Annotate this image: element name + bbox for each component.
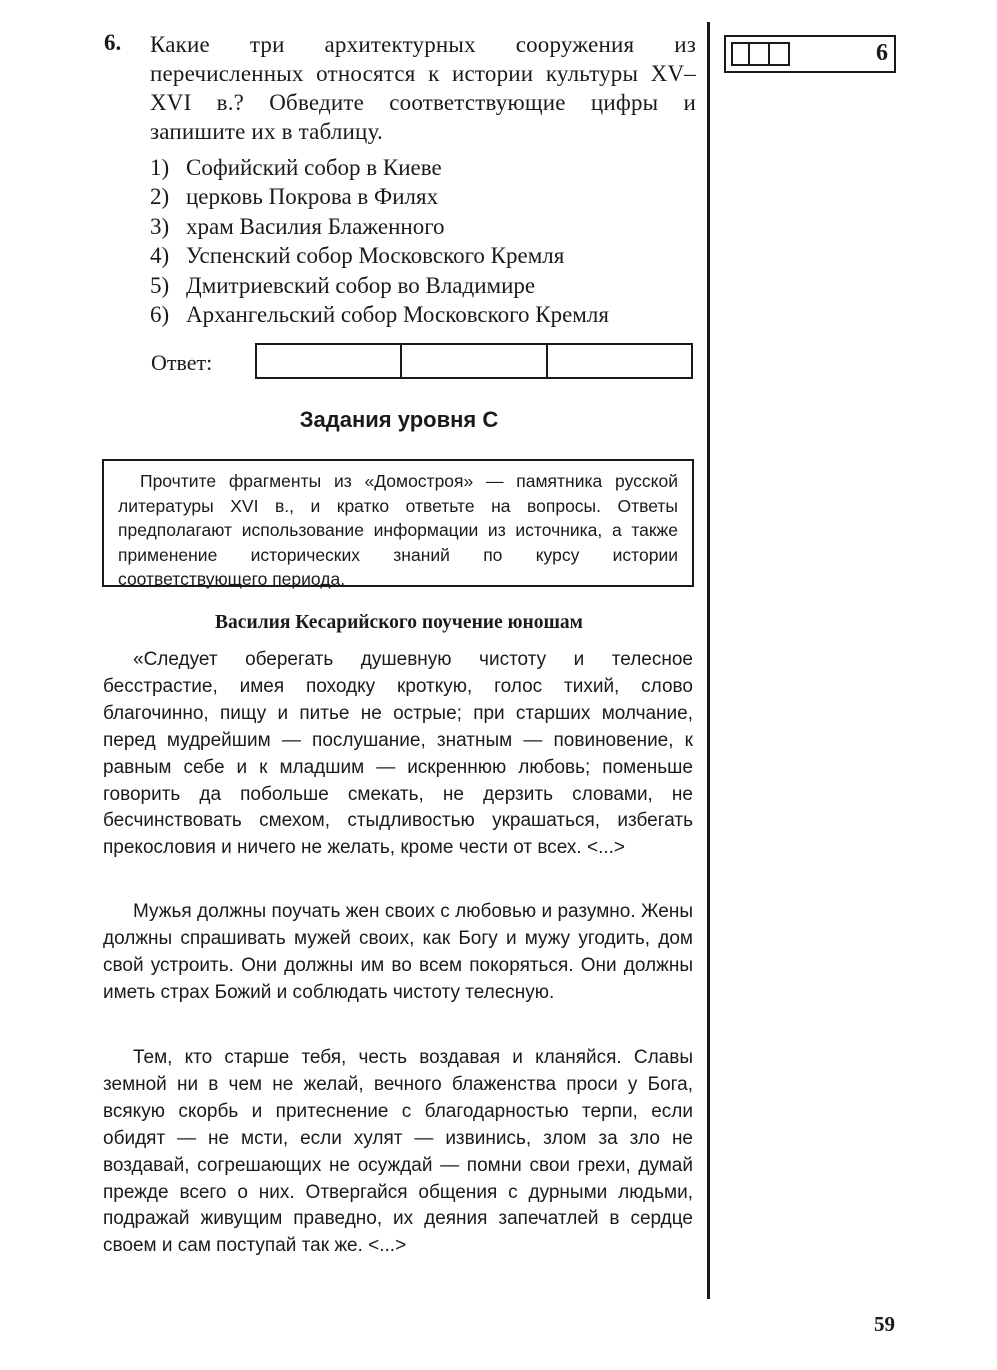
score-box [724, 35, 896, 73]
answer-label: Ответ: [151, 350, 213, 375]
option-number: 4) [150, 243, 170, 269]
answer-cell-2[interactable] [402, 345, 547, 377]
score-cells [731, 42, 790, 66]
source-paragraph: Тем, кто старше тебя, честь воздавая и кланяйся. Славы земной ни в чем не желай, вечного блаженства проси у Бога, всякую скорбь и притеснение с благодарностью терпи, если обидят — не мсти, если хулят — извинись, злом за зло не воздавай, согрешающих не осуждай — помни свои грехи, думай прежде всего о них. Отвергайся общения с дурными людьми, подражай живущим праведно, их деяния запечатлей в сердце своем и сам поступай так же. <...> [103, 1047, 693, 1257]
score-cell-3[interactable] [770, 42, 790, 66]
answer-cell-3[interactable] [548, 345, 691, 377]
option-label: церковь Покрова в Филях [186, 184, 439, 210]
score-cell-1[interactable] [731, 42, 750, 66]
option-item[interactable] [150, 153, 609, 182]
option-label: Архангельский собор Московского Кремля [186, 302, 609, 328]
option-number: 1) [150, 155, 170, 180]
option-item[interactable] [150, 241, 609, 270]
option-number: 5) [150, 272, 170, 298]
margin-divider-line [707, 22, 710, 1299]
option-item[interactable] [150, 212, 609, 241]
question-text: Какие три архитектурных сооружения из перечисленных относятся к истории культуры XV–XVI в.? Обведите соответствующие цифры и запишите их в таблицу. [150, 32, 696, 144]
source-paragraph: «Следует оберегать душевную чистоту и телесное бесстрастие, имея походку кроткую, голос тихий, слово благочинно, пищу и питье не острые; при старших молчание, перед мудрейшим — послушание, знатным — повиновение, к равным себе и к младшим — искреннюю любовь; поменьше говорить да побольше смекать, не дерзить словами, не бесчинствовать смехом, стыдливостью украшаться, избегать прекословия и ничего не желать, кроме чести от всех. <...> [103, 649, 693, 859]
option-number: 6) [150, 302, 170, 328]
answer-options-list [150, 153, 609, 329]
section-title: Задания уровня С [299, 407, 499, 432]
option-item[interactable] [150, 271, 609, 300]
score-task-number: 6 [876, 40, 888, 66]
option-number: 2) [150, 184, 170, 210]
option-label: Софийский собор в Киеве [186, 155, 442, 180]
instructions-box: Прочтите фрагменты из «Домостроя» — памятника русской литературы XVI в., и кратко ответьте на вопросы. Ответы предполагают использование информации из источника, а также применение исторических знаний по курсу истории соответствующего периода. [102, 459, 694, 587]
question-number: 6. [104, 30, 122, 55]
answer-table [255, 343, 693, 379]
answer-cell-1[interactable] [257, 345, 402, 377]
option-item[interactable] [150, 182, 609, 211]
option-number: 3) [150, 213, 170, 239]
score-cell-2[interactable] [750, 42, 770, 66]
source-paragraph: Мужья должны поучать жен своих с любовью и разумно. Жены должны спрашивать мужей своих, как Богу и мужу угодить, дом свой устроить. Они должны им во всем покоряться. Они должны иметь страх Божий и соблюдать чистоту телесную. [103, 901, 693, 1003]
option-label: храм Василия Блаженного [186, 213, 445, 239]
source-title: Василия Кесарийского поучение юношам [215, 612, 583, 633]
page-number: 59 [874, 1312, 895, 1336]
option-label: Успенский собор Московского Кремля [186, 243, 565, 269]
option-item[interactable] [150, 300, 609, 329]
option-label: Дмитриевский собор во Владимире [186, 272, 536, 298]
